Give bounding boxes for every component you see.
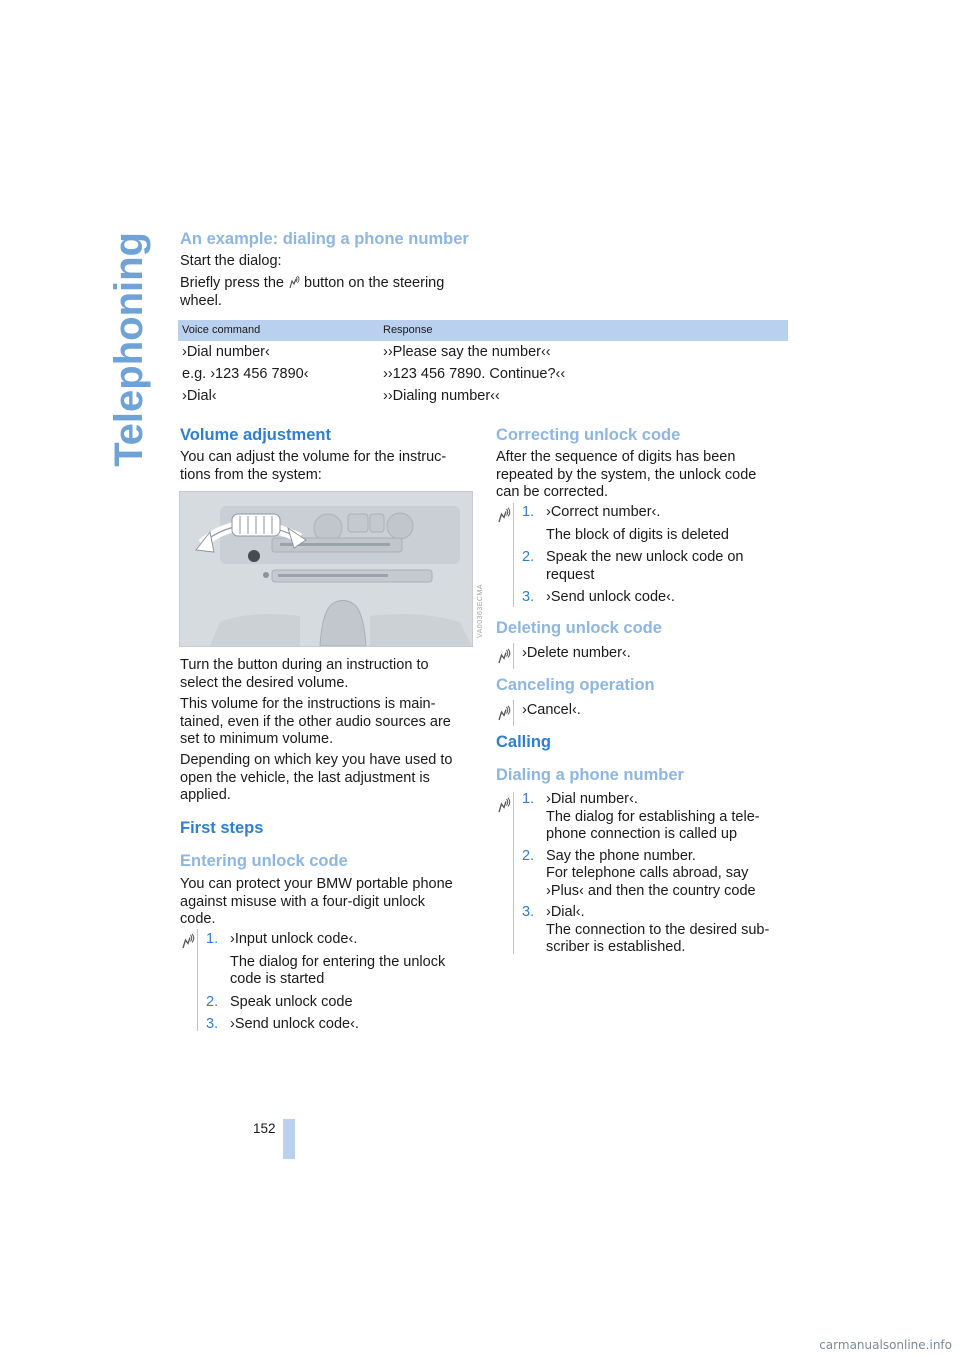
step-number: 1.	[522, 504, 535, 520]
figure-code: VA00363ECMA	[477, 584, 484, 639]
table-cell-response: ››123 456 7890. Continue?‹‹	[383, 366, 566, 383]
step-number: 2.	[206, 993, 219, 1010]
table-cell-command: ›Dial number‹	[182, 343, 270, 360]
step-text: Speak the new unlock code on request	[546, 549, 744, 583]
step-divider	[197, 929, 198, 1031]
step-divider	[513, 643, 514, 669]
volume-intro: You can adjust the volume for the instruc- tions from the system:	[180, 449, 447, 483]
step-text: ›Input unlock code‹.	[230, 931, 358, 947]
step-text: ›Correct number‹.	[546, 504, 661, 520]
canceling-command: ›Cancel‹.	[522, 702, 581, 718]
voice-command-icon	[497, 797, 511, 813]
deleting-command: ›Delete number‹.	[522, 645, 631, 661]
step-text: ›Dial‹. The connection to the desired sub- scriber is established.	[546, 904, 770, 955]
press-text-after: button on the steering	[304, 275, 445, 291]
voice-command-icon	[497, 648, 511, 664]
example-heading: An example: dialing a phone number	[180, 230, 469, 248]
list-item	[206, 954, 476, 989]
table-row	[178, 364, 788, 386]
voice-command-table	[178, 320, 788, 408]
step-text: The dialog for entering the unlock code is started	[230, 953, 446, 987]
watermark: carmanualsonline.info	[819, 1337, 952, 1352]
press-text-line2: wheel.	[180, 292, 222, 309]
step-text: ›Send unlock code‹.	[230, 1016, 359, 1032]
first-steps-heading: First steps	[180, 819, 264, 837]
voice-command-icon	[181, 933, 195, 949]
step-text: ›Dial number‹. The dialog for establishing a tele- phone connection is called up	[546, 791, 760, 842]
list-item	[522, 549, 792, 584]
step-divider	[513, 503, 514, 607]
correcting-heading: Correcting unlock code	[496, 426, 681, 444]
correcting-steps	[522, 504, 792, 607]
list-item	[522, 504, 792, 522]
table-header-voice-command: Voice command	[178, 320, 379, 341]
dialing-heading: Dialing a phone number	[496, 766, 684, 784]
volume-heading: Volume adjustment	[180, 426, 331, 444]
volume-paragraph-3: Depending on which key you have used to open the vehicle, the last adjustment is applied.	[180, 752, 453, 803]
step-text: ›Send unlock code‹.	[546, 589, 675, 605]
table-cell-response: ››Dialing number‹‹	[383, 388, 500, 405]
step-divider	[513, 792, 514, 954]
list-item	[206, 994, 476, 1012]
list-item	[522, 791, 792, 844]
step-number: 1.	[522, 791, 535, 807]
list-item	[522, 848, 792, 901]
volume-paragraph-1: Turn the button during an instruction to select the desired volume.	[180, 657, 429, 691]
example-press-instruction	[180, 275, 480, 310]
press-text-before: Briefly press the	[180, 275, 284, 291]
list-item	[206, 931, 476, 949]
step-text: Say the phone number. For telephone calls abroad, say ›Plus‹ and then the country code	[546, 847, 756, 899]
list-item	[206, 1016, 476, 1034]
entering-steps	[206, 931, 476, 1034]
step-number: 2.	[522, 847, 535, 864]
page-number: 152	[253, 1121, 276, 1136]
table-cell-command: ›Dial‹	[182, 388, 217, 405]
deleting-heading: Deleting unlock code	[496, 619, 662, 637]
table-header-response: Response	[379, 320, 788, 341]
volume-paragraph-2: This volume for the instructions is main- tained, even if the other audio sources are set to minimum volume.	[180, 696, 451, 747]
canceling-heading: Canceling operation	[496, 676, 655, 694]
step-number: 3.	[522, 904, 535, 920]
list-item	[522, 527, 792, 545]
page-number-bar	[283, 1119, 295, 1159]
step-number: 3.	[522, 589, 535, 605]
list-item	[522, 589, 792, 607]
entering-intro: You can protect your BMW portable phone against misuse with a four-digit unlock code.	[180, 876, 453, 927]
voice-command-icon	[497, 507, 511, 523]
entering-unlock-heading: Entering unlock code	[180, 852, 348, 870]
calling-heading: Calling	[496, 733, 552, 751]
dialing-steps	[522, 791, 792, 957]
step-number: 1.	[206, 931, 219, 947]
example-start-text: Start the dialog:	[180, 253, 282, 269]
voice-command-icon	[497, 705, 511, 721]
step-number: 2.	[522, 549, 535, 565]
step-text: The block of digits is deleted	[546, 526, 729, 543]
dashboard-illustration	[180, 492, 472, 646]
step-divider	[513, 700, 514, 726]
step-text: Speak unlock code	[230, 993, 353, 1010]
table-row	[178, 386, 788, 408]
side-title: Telephoning	[107, 232, 151, 467]
volume-knob-figure	[179, 491, 473, 647]
table-cell-command: e.g. ›123 456 7890‹	[182, 366, 309, 383]
voice-button-icon	[288, 275, 300, 289]
correcting-intro: After the sequence of digits has been repeated by the system, the unlock code can be corrected.	[496, 449, 757, 500]
table-header-row	[178, 320, 788, 341]
table-row	[178, 341, 788, 364]
step-number: 3.	[206, 1016, 219, 1032]
list-item	[522, 904, 792, 957]
table-cell-response: ››Please say the number‹‹	[383, 343, 551, 360]
